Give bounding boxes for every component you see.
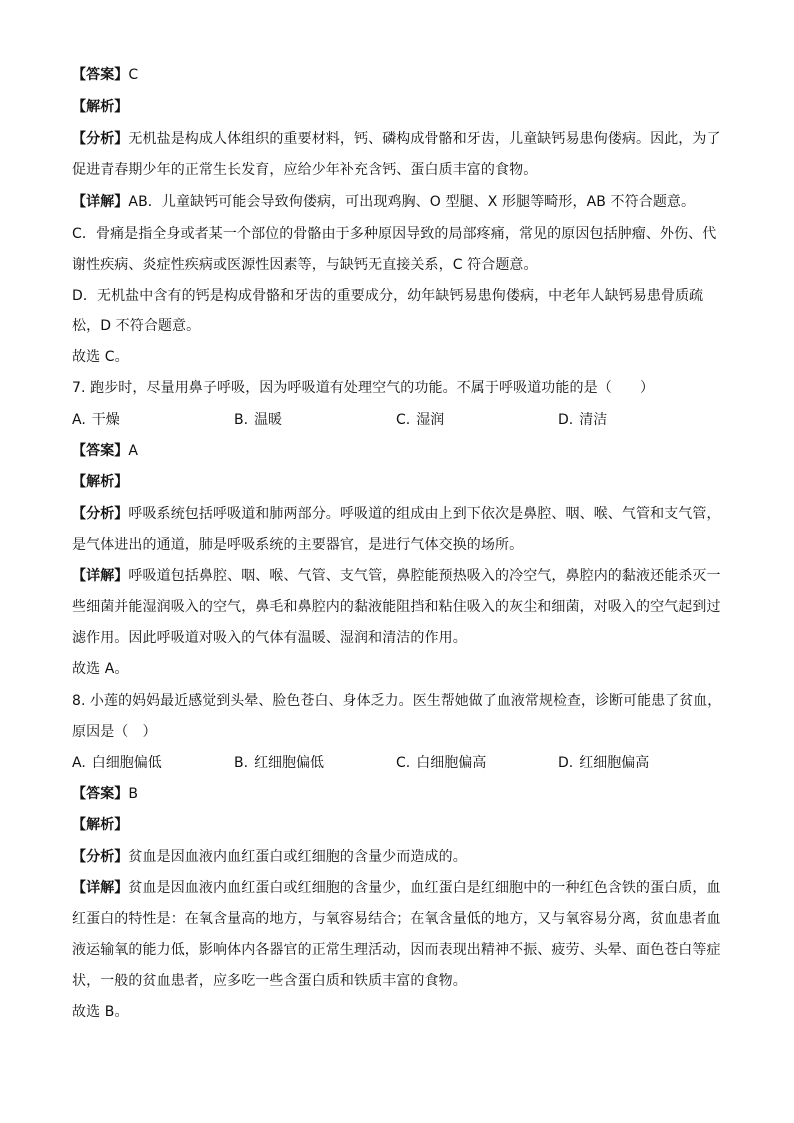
q7-fenxi-line-1	[72, 504, 720, 524]
q6-option-d-line-1: D．无机盐中含有的钙是构成骨骼和牙齿的重要成分，幼年缺钙易患佝偻病，中老年人缺钙易患骨质疏	[72, 288, 704, 304]
q7-option-d: D. 清洁	[558, 412, 608, 428]
q6-analysis-heading	[72, 97, 720, 117]
fenxi-tag: 【分析】	[72, 849, 129, 865]
q7-analysis-heading	[72, 472, 720, 492]
q7-conclusion: 故选 A。	[72, 661, 129, 677]
xiangjie-tag: 【详解】	[72, 568, 129, 584]
analysis-heading: 【解析】	[72, 99, 129, 115]
answer-tag: 【答案】	[72, 443, 129, 459]
q8-conclusion: 故选 B。	[72, 1004, 129, 1020]
q6-conclusion: 故选 C。	[72, 349, 129, 365]
q8-option-b: B. 红细胞偏低	[234, 755, 325, 771]
answer-tag: 【答案】	[72, 786, 129, 802]
q7-answer-line	[72, 441, 720, 461]
q6-option-d-line-2: 松，D 不符合题意。	[72, 318, 201, 334]
q6-answer-line	[72, 65, 720, 85]
fenxi-tag: 【分析】	[72, 506, 129, 522]
fenxi-text: 无机盐是构成人体组织的重要材料，钙、磷构成骨骼和牙齿，儿童缺钙易患佝偻病。因此，为了	[128, 131, 721, 147]
q7-xiangjie-line-2: 些细菌并能湿润吸入的空气，鼻毛和鼻腔内的黏液能阻挡和粘住吸入的灰尘和细菌，对吸入的空气起到过	[72, 599, 721, 615]
q8-fenxi-line-1	[72, 847, 720, 867]
q7-option-c: C. 湿润	[396, 412, 445, 428]
answer-value: A	[128, 443, 139, 459]
xiangjie-text: 贫血是因血液内血红蛋白或红细胞的含量少，血红蛋白是红细胞中的一种红色含铁的蛋白质，血	[128, 880, 721, 896]
xiangjie-tag: 【详解】	[72, 880, 129, 896]
q7-options	[72, 410, 720, 430]
q7-fenxi-line-2: 是气体进出的通道，肺是呼吸系统的主要器官，是进行气体交换的场所。	[72, 537, 524, 553]
q7-stem: 7. 跑步时，尽量用鼻子呼吸，因为呼吸道有处理空气的功能。不属于呼吸道功能的是（ ）	[72, 380, 655, 396]
q8-xiangjie-line-2: 红蛋白的特性是：在氧含量高的地方，与氧容易结合；在氧含量低的地方，又与氧容易分离，贫血患者血	[72, 911, 721, 927]
q8-xiangjie-line-4: 状，一般的贫血患者，应多吃一些含蛋白质和铁质丰富的食物。	[72, 973, 467, 989]
xiangjie-text: AB．儿童缺钙可能会导致佝偻病，可出现鸡胸、O 型腿、X 形腿等畸形，AB 不符合题意。	[128, 194, 696, 210]
q8-option-a: A. 白细胞偏低	[72, 755, 162, 771]
q6-xiangjie-line-1	[72, 192, 720, 212]
q7-xiangjie-line-1	[72, 566, 720, 586]
q6-option-c-line-2: 谢性疾病、炎症性疾病或医源性因素等，与缺钙无直接关系，C 符合题意。	[72, 257, 538, 273]
q6-fenxi-line-2: 促进青春期少年的正常生长发育，应给少年补充含钙、蛋白质丰富的食物。	[72, 162, 538, 178]
q7-option-b: B. 温暖	[234, 412, 283, 428]
q7-option-a: A. 干燥	[72, 412, 120, 428]
q8-xiangjie-line-3: 液运输氧的能力低，影响体内各器官的正常生理活动，因而表现出精神不振、疲劳、头晕、面色苍白等症	[72, 942, 721, 958]
q8-stem-line-2: 原因是（ ）	[72, 724, 157, 740]
fenxi-text: 呼吸系统包括呼吸道和肺两部分。呼吸道的组成由上到下依次是鼻腔、咽、喉、气管和支气管，	[128, 506, 721, 522]
answer-value: C	[128, 67, 139, 83]
q8-analysis-heading	[72, 815, 720, 835]
q7-xiangjie-line-3: 滤作用。因此呼吸道对吸入的气体有温暖、湿润和清洁的作用。	[72, 630, 467, 646]
q8-xiangjie-line-1	[72, 878, 720, 898]
q6-fenxi-line-1	[72, 129, 720, 149]
analysis-heading: 【解析】	[72, 474, 129, 490]
answer-tag: 【答案】	[72, 67, 129, 83]
q8-stem-line-1: 8. 小莲的妈妈最近感觉到头晕、脸色苍白、身体乏力。医生帮她做了血液常规检查，诊断可能患了贫血，	[72, 693, 722, 709]
analysis-heading: 【解析】	[72, 817, 129, 833]
q8-option-c: C. 白细胞偏高	[396, 755, 487, 771]
xiangjie-tag: 【详解】	[72, 194, 129, 210]
fenxi-text: 贫血是因血液内血红蛋白或红细胞的含量少而造成的。	[128, 849, 467, 865]
q8-option-d: D. 红细胞偏高	[558, 755, 650, 771]
q8-options	[72, 753, 720, 773]
answer-value: B	[128, 786, 139, 802]
fenxi-tag: 【分析】	[72, 131, 129, 147]
q6-option-c-line-1: C．骨痛是指全身或者某一个部位的骨骼由于多种原因导致的局部疼痛，常见的原因包括肿瘤、外伤、代	[72, 226, 717, 242]
xiangjie-text: 呼吸道包括鼻腔、咽、喉、气管、支气管，鼻腔能预热吸入的冷空气，鼻腔内的黏液还能杀灭一	[128, 568, 721, 584]
q8-answer-line	[72, 784, 720, 804]
